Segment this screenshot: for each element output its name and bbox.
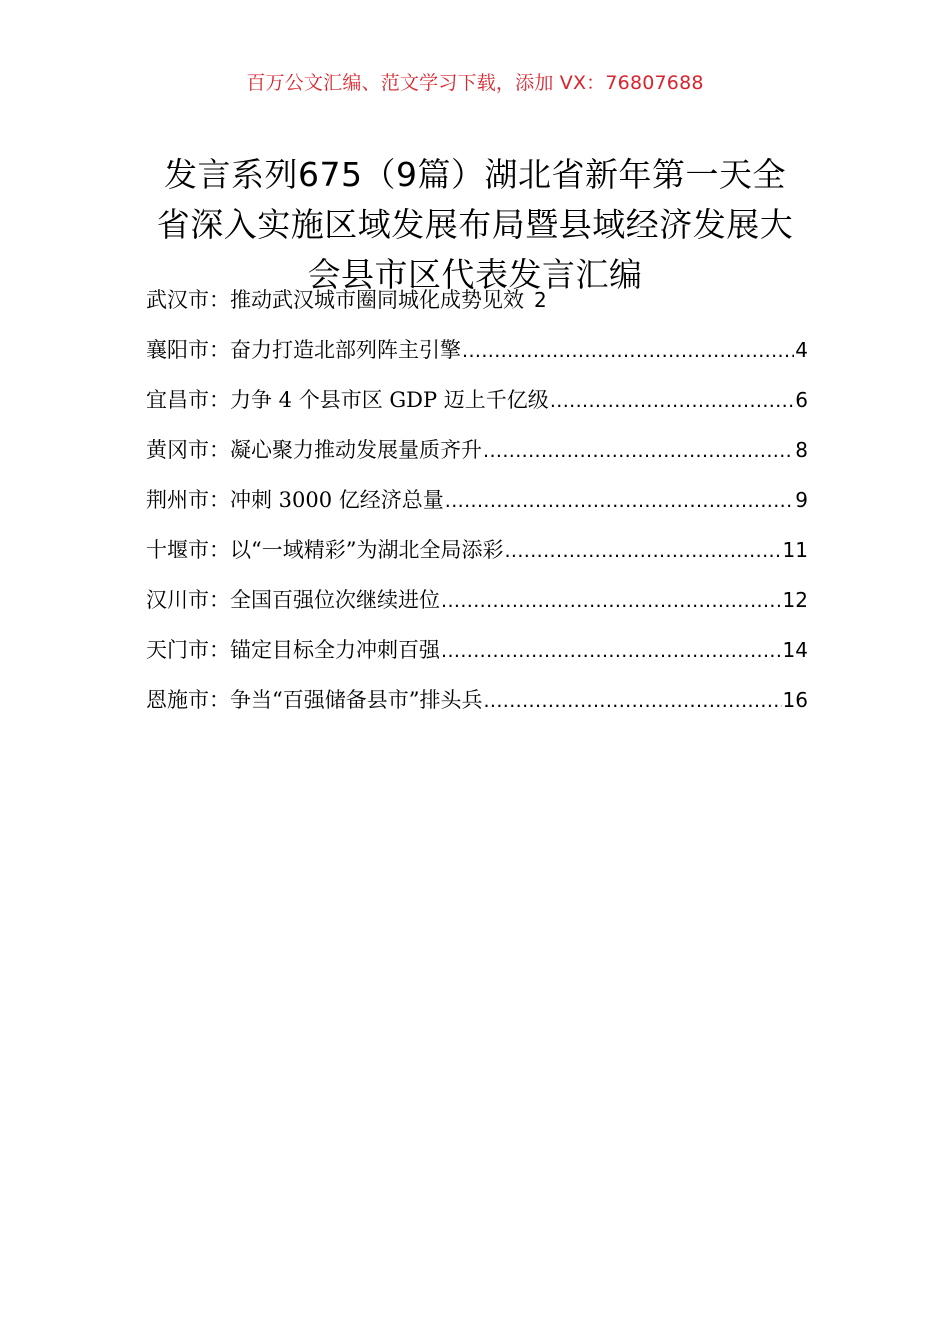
toc-dot-leader	[550, 383, 794, 419]
toc-dot-leader	[441, 633, 782, 669]
toc-page-number: 6	[795, 388, 808, 412]
toc-entry[interactable]	[146, 482, 808, 532]
toc-page-number: 2	[534, 288, 547, 312]
toc-entry[interactable]	[146, 682, 808, 732]
toc-page-number: 8	[795, 438, 808, 462]
toc-page-number: 14	[782, 638, 808, 662]
toc-entry[interactable]	[146, 432, 808, 482]
toc-page-number: 12	[782, 588, 808, 612]
toc-dot-leader	[504, 533, 781, 569]
toc-entry-title: 襄阳市：奋力打造北部列阵主引擎	[146, 338, 461, 362]
toc-entry[interactable]	[146, 382, 808, 432]
toc-entry-title: 十堰市：以“一域精彩”为湖北全局添彩	[146, 538, 504, 562]
toc-entry[interactable]	[146, 532, 808, 582]
toc-entry-title: 荆州市：冲刺 3000 亿经济总量	[146, 488, 444, 512]
toc-dot-leader	[483, 433, 794, 469]
toc-dot-leader	[483, 683, 781, 719]
toc-entry[interactable]	[146, 282, 808, 332]
toc-dot-leader	[441, 583, 782, 619]
toc-entry-title: 恩施市：争当“百强储备县市”排头兵	[146, 688, 483, 712]
toc-entry-title: 宜昌市：力争 4 个县市区 GDP 迈上千亿级	[146, 388, 549, 412]
toc-dot-leader	[462, 333, 794, 369]
toc-page-number: 16	[782, 688, 808, 712]
toc-page-number: 4	[795, 338, 808, 362]
toc-entry-title: 汉川市：全国百强位次继续进位	[146, 588, 440, 612]
toc-entry[interactable]	[146, 632, 808, 682]
document-title: 发言系列675（9篇）湖北省新年第一天全省深入实施区域发展布局暨县域经济发展大会县市区代表发言汇编	[156, 155, 794, 295]
toc-entry-title: 黄冈市：凝心聚力推动发展量质齐升	[146, 438, 482, 462]
header-notice: 百万公文汇编、范文学习下载，添加 VX：76807688	[246, 72, 704, 94]
toc-page-number: 11	[782, 538, 808, 562]
toc-entry[interactable]	[146, 332, 808, 382]
toc-entry-title: 武汉市：推动武汉城市圈同城化成势见效	[146, 288, 524, 312]
toc-dot-leader	[445, 483, 794, 519]
toc-page-number: 9	[795, 488, 808, 512]
toc-entry-title: 天门市：锚定目标全力冲刺百强	[146, 638, 440, 662]
table-of-contents	[146, 282, 808, 732]
toc-entry[interactable]	[146, 582, 808, 632]
